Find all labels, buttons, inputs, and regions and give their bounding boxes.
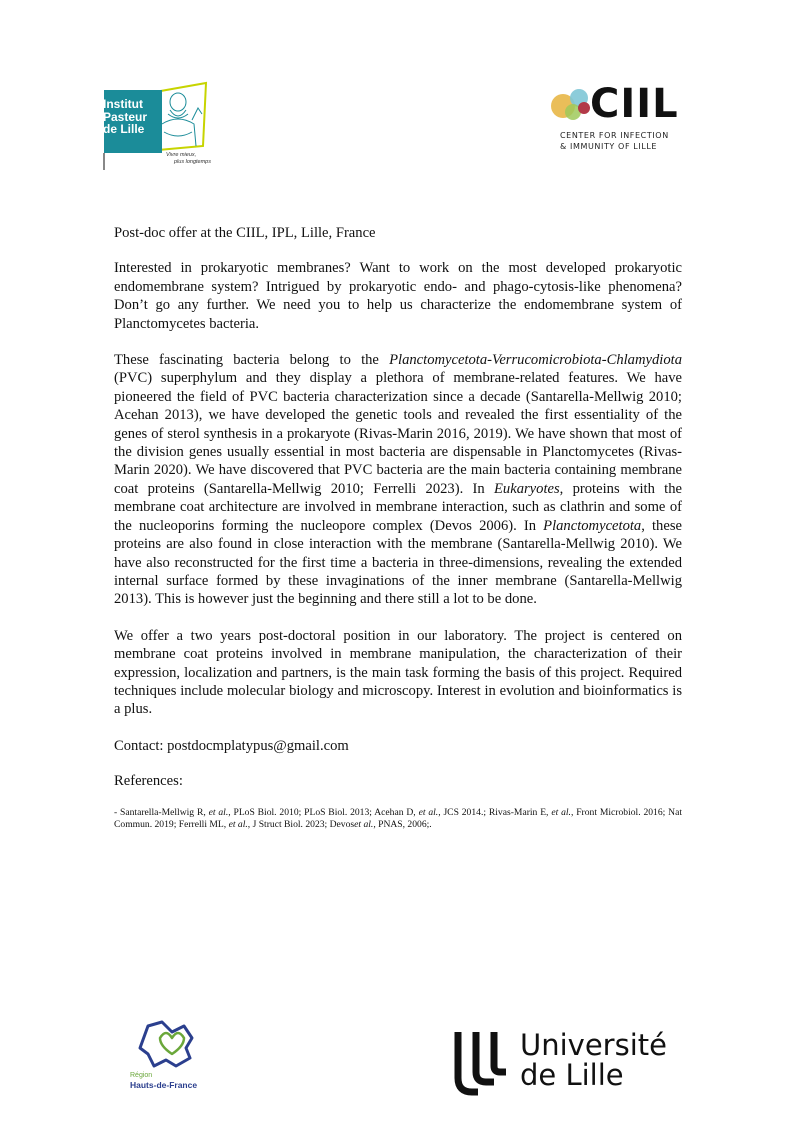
region-name: Hauts-de-France xyxy=(130,1080,198,1090)
body-italic-2: Eukaryotes xyxy=(494,480,560,497)
ipl-tagline xyxy=(166,152,211,166)
references-list xyxy=(114,807,682,831)
institut-pasteur-logo-text xyxy=(103,98,147,136)
university-line-2: de Lille xyxy=(520,1058,624,1092)
region-label: Région xyxy=(130,1072,153,1079)
ref-text-3: , JCS 2014.; Rivas-Marin E, xyxy=(438,806,552,818)
ipl-tagline-1: Vivre mieux, xyxy=(166,152,197,158)
ref-text-6: , PNAS, 2006;. xyxy=(373,818,432,830)
body-italic-1: Planctomycetota-Verrucomicrobiota-Chlamydiota xyxy=(389,352,682,369)
region-logo-text xyxy=(130,1072,197,1090)
letter-content xyxy=(114,224,682,831)
ref-italic-2: et al. xyxy=(418,806,439,818)
ref-italic-5: et al. xyxy=(354,818,374,830)
body-text-2: (PVC) superphylum and they display a plethora of membrane-related features. We have pioneered the field of PVC bacteria characterization since a decade (Santarella-Mellwig 2010; Acehan 2013), we have developed the genetic tools and revealed the first essentiality of the genes of sterol synthesis in a prokaryote (Rivas-Marin 2016, 2019). We have shown that most of the division genes usually essential in most bacteria are dispensable in Planctomycetes (Rivas-Marin 2020). We have discovered that PVC bacteria are the main bacteria containing membrane coat proteins (Santarella-Mellwig 2010; Ferrelli 2023). In xyxy=(114,370,682,497)
ipl-line-1: Institut xyxy=(103,97,143,111)
universite-de-lille-text xyxy=(520,1030,667,1090)
intro-paragraph: Interested in prokaryotic membranes? Want to work on the most developed prokaryotic endomembrane system? Intrigued by prokaryotic endo- and phago-cytosis-like phenomena? Don’t go any further. We need you to help us characterize the endomembrane system of Planctomycetes bacteria. xyxy=(114,260,682,332)
ciil-subtitle-1: CENTER FOR INFECTION xyxy=(560,131,669,140)
body-italic-3: Planctomycetota xyxy=(543,517,642,534)
universite-de-lille-mark xyxy=(452,1030,516,1096)
body-text-1: These fascinating bacteria belong to the xyxy=(114,352,390,369)
body-paragraph xyxy=(114,351,682,609)
ref-italic-1: et al. xyxy=(208,806,229,818)
university-line-1: Université xyxy=(520,1028,667,1062)
ipl-line-3: de Lille xyxy=(103,122,145,136)
body-text-3: , proteins with the membrane coat architecture are involved in membrane interaction, such as clathrin and some of the nucleoporins forming the nucleopore complex (Devos 2006). In xyxy=(114,480,682,534)
ref-italic-4: et al. xyxy=(228,818,248,830)
ipl-line-2: Pasteur xyxy=(103,109,148,124)
region-map-graphic xyxy=(126,1018,226,1073)
references-heading: References: xyxy=(114,773,183,790)
ref-italic-3: et al. xyxy=(551,806,571,818)
ipl-tagline-2: plus longtemps xyxy=(174,159,211,165)
ciil-subtitle-2: & IMMUNITY OF LILLE xyxy=(560,142,658,151)
ref-text-2: , PLoS Biol. 2010; PLoS Biol. 2013; Acehan D, xyxy=(228,806,419,818)
ref-text-4: , Front Microbiol. 2016; Nat Commun. 2019; Ferrelli ML, xyxy=(114,806,683,830)
offer-paragraph: We offer a two years post-doctoral position in our laboratory. The project is centered on membrane coat proteins involved in membrane manipulation, the characterization of their expression, localization and partners, is the main task forming the basis of this project. Required techniques include molecular biology and microscopy. Interest in evolution and bioinformatics is a plus. xyxy=(114,627,682,718)
ref-text-1: - Santarella-Mellwig R, xyxy=(114,806,209,818)
ciil-name: CIIL xyxy=(590,81,679,127)
contact-line: Contact: postdocmplatypus@gmail.com xyxy=(114,737,349,754)
ref-text-5: , J Struct Biol. 2023; Devos xyxy=(247,818,355,830)
letter-title: Post-doc offer at the CIIL, IPL, Lille, France xyxy=(114,225,376,241)
body-text-4: , these proteins are also found in close interaction with the membrane (Santarella-Mellwig 2010). We have also reconstructed for the first time a bacteria in three-dimensions, revealing the extended internal surface formed by these invaginations of the inner membrane (Santarella-Mellwig 2013). This is however just the beginning and there still a lot to be done. xyxy=(114,517,682,608)
ciil-subtitle xyxy=(560,130,669,152)
